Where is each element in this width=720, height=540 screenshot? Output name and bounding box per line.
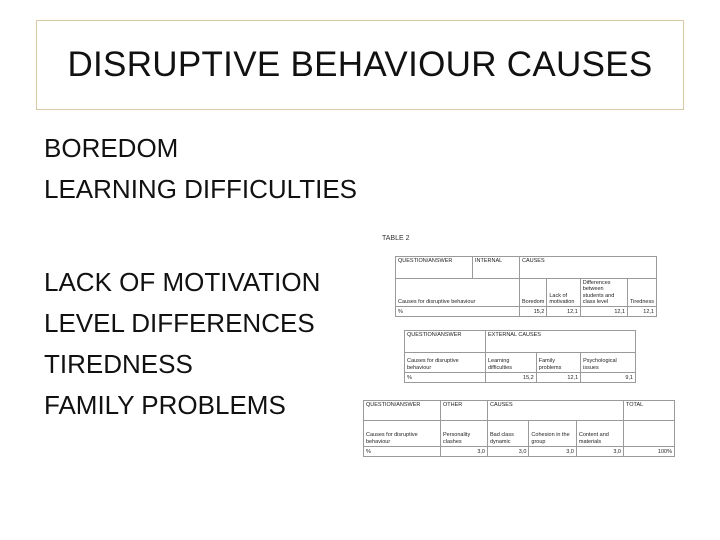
bullet-list-bottom [44, 262, 320, 426]
internal-val-tiredness: 12,1 [628, 307, 657, 317]
bullet-list-top [44, 128, 357, 210]
other-val-total: 100% [624, 447, 675, 457]
other-row-label: Causes for disruptive behaviour [364, 421, 441, 447]
other-header-type: OTHER [441, 401, 488, 421]
title-box [36, 20, 684, 110]
other-header-causes: CAUSES [488, 401, 624, 421]
other-total-empty [624, 421, 675, 447]
internal-val-boredom: 15,2 [520, 307, 547, 317]
external-val-psychological: 9,1 [581, 373, 636, 383]
other-pct-label: % [364, 447, 441, 457]
other-val-content: 3,0 [576, 447, 623, 457]
external-header-causes: EXTERNAL CAUSES [486, 331, 636, 353]
other-val-class-dynamic: 3,0 [488, 447, 529, 457]
other-col-class-dynamic: Bad class dynamic [488, 421, 529, 447]
other-header-total: TOTAL [624, 401, 675, 421]
other-causes-table [363, 400, 675, 457]
external-col-psychological: Psychological issues [581, 353, 636, 373]
bullet-level-differences: LEVEL DIFFERENCES [44, 308, 315, 338]
external-col-family: Family problems [536, 353, 580, 373]
bullet-learning-difficulties: LEARNING DIFFICULTIES [44, 174, 358, 204]
internal-header-question: QUESTION/ANSWER [396, 257, 473, 279]
internal-val-level-differences: 12,1 [580, 307, 627, 317]
internal-col-boredom: Boredom [520, 279, 547, 307]
other-col-content: Content and materials [576, 421, 623, 447]
internal-pct-label: % [396, 307, 520, 317]
other-val-personality: 3,0 [441, 447, 488, 457]
external-val-family: 12,1 [536, 373, 580, 383]
internal-col-tiredness: Tiredness [628, 279, 657, 307]
internal-causes-table [395, 256, 657, 317]
internal-col-level-differences: Differences between students and class level [580, 279, 627, 307]
internal-header-causes: CAUSES [520, 257, 657, 279]
other-header-question: QUESTION/ANSWER [364, 401, 441, 421]
bullet-tiredness: TIREDNESS [44, 349, 193, 379]
external-pct-label: % [405, 373, 486, 383]
internal-val-motivation: 12,1 [547, 307, 580, 317]
bullet-lack-of-motivation: LACK OF MOTIVATION [44, 267, 321, 297]
bullet-boredom: BOREDOM [44, 133, 179, 163]
bullet-family-problems: FAMILY PROBLEMS [44, 390, 286, 420]
other-val-cohesion: 3,0 [529, 447, 576, 457]
external-row-label: Causes for disruptive behaviour [405, 353, 486, 373]
internal-header-type: INTERNAL [473, 257, 520, 279]
slide-title: DISRUPTIVE BEHAVIOUR CAUSES [67, 45, 653, 84]
external-val-learning: 15,2 [486, 373, 537, 383]
other-col-cohesion: Cohesion in the group [529, 421, 576, 447]
table-caption: TABLE 2 [382, 235, 410, 242]
other-col-personality: Personality clashes [441, 421, 488, 447]
external-causes-table [404, 330, 636, 383]
external-header-question: QUESTION/ANSWER [405, 331, 486, 353]
internal-row-label: Causes for disruptive behaviour [396, 279, 520, 307]
internal-col-motivation: Lack of motivation [547, 279, 580, 307]
external-col-learning: Learning difficulties [486, 353, 537, 373]
